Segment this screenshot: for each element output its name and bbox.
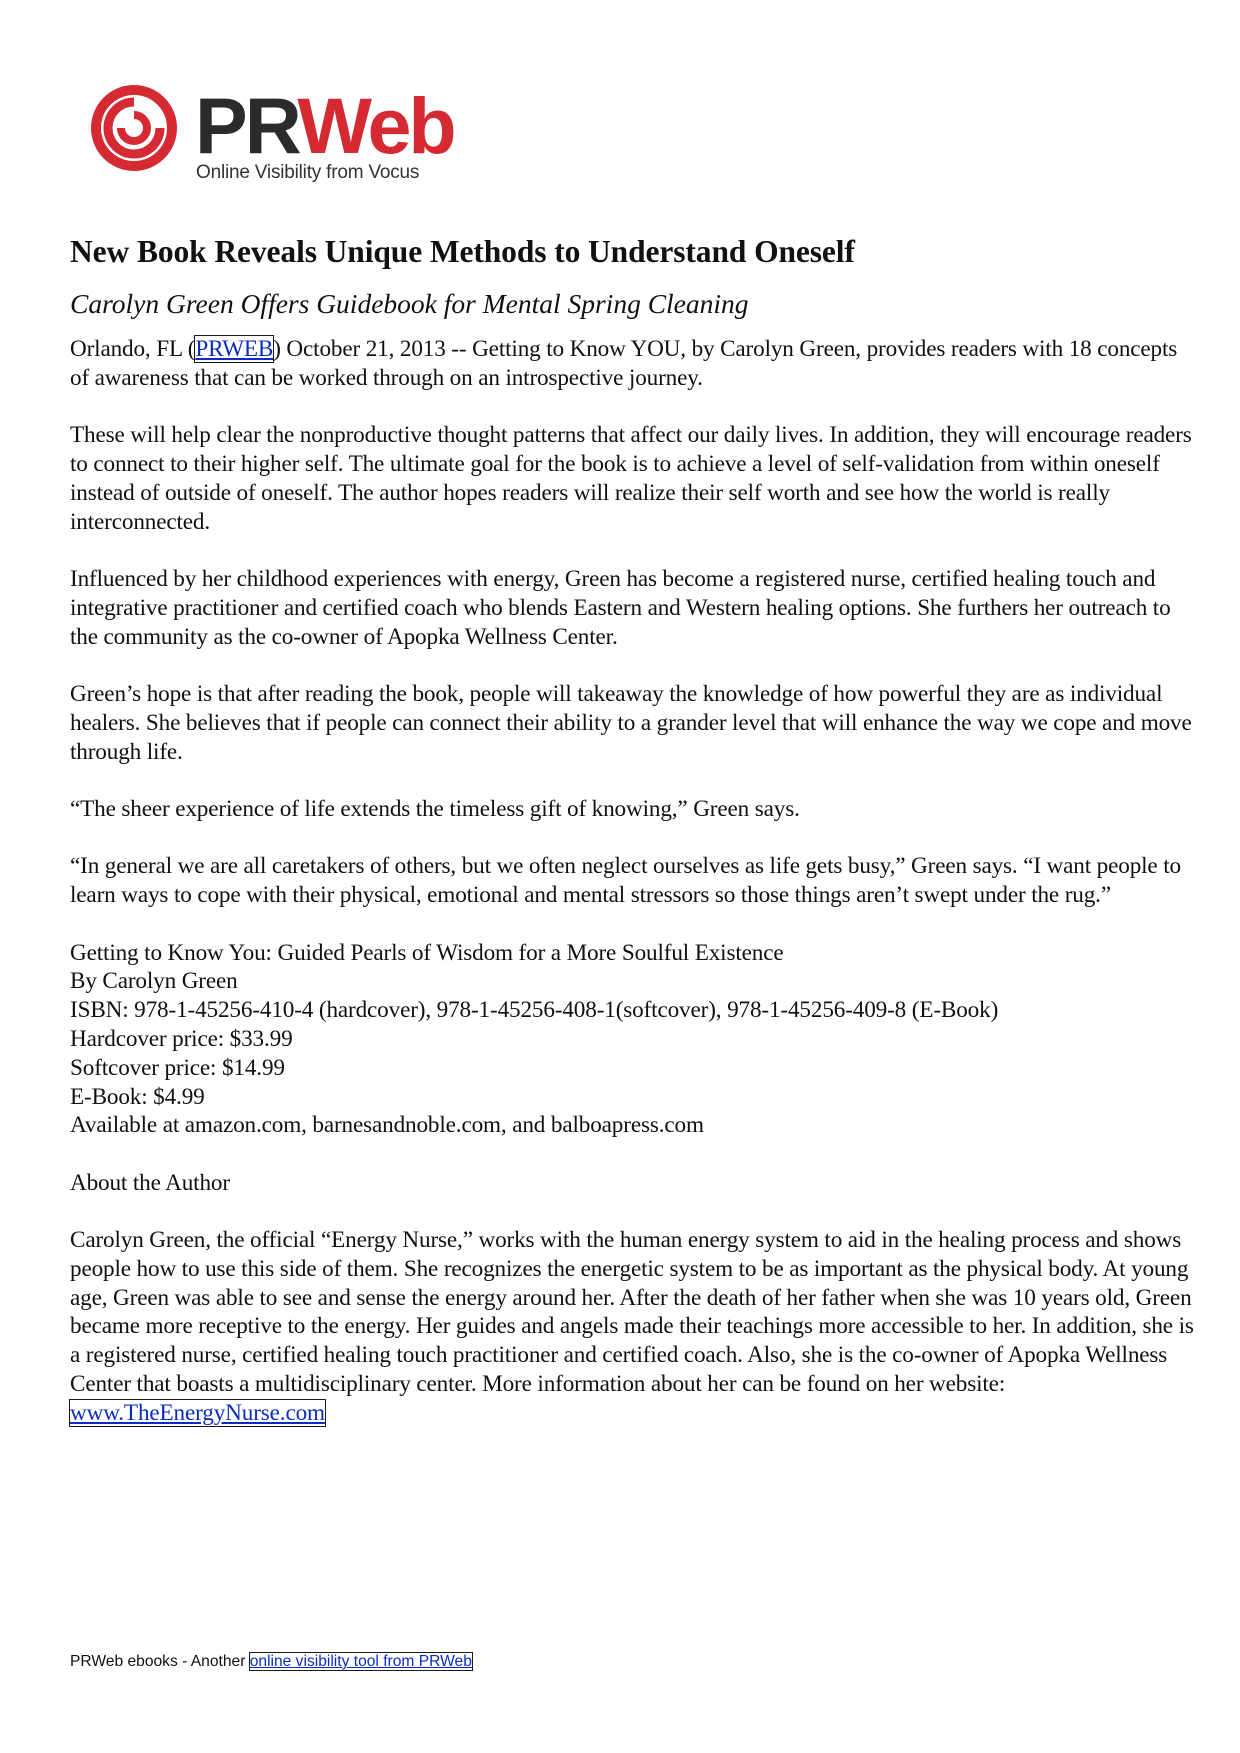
body-paragraph: Influenced by her childhood experiences with energy, Green has become a registered nurse, certified healing touch and integrative practitioner and certified coach who blends Eastern and Western healing options. She furthers her outreach to the community as the co-owner of Apopka Wellness Center. [70,565,1171,650]
prweb-target-icon [90,84,178,172]
quote-paragraph: “The sheer experience of life extends the timeless gift of knowing,” Green says. [70,795,800,822]
logo-tagline: Online Visibility from Vocus [196,162,420,183]
body-paragraph: Green’s hope is that after reading the book, people will takeaway the knowledge of how powerful they are as individual healers. She believes that if people can connect their ability to a grander level that will enhance the way we cope and move through life. [70,680,1192,765]
about-paragraph [70,1226,1200,1428]
prweb-link[interactable]: PRWEB [195,336,274,362]
quote-paragraph: “In general we are all caretakers of others, but we often neglect ourselves as life gets busy,” Green says. “I want people to learn ways to cope with their physical, emotional and mental stressors so those things aren’t swept under the rug.” [70,853,1181,909]
dateline-paragraph [70,335,1200,393]
hardcover-price: Hardcover price: $33.99 [70,1025,293,1052]
dateline-prefix: Orlando, FL ( [70,336,196,362]
logo-word-web: Web [297,81,454,170]
book-title: Getting to Know You: Guided Pearls of Wisdom for a More Soulful Existence [70,939,784,966]
about-heading: About the Author [70,1169,230,1196]
softcover-price: Softcover price: $14.99 [70,1054,285,1081]
about-text: Carolyn Green, the official “Energy Nurse,” works with the human energy system to aid in the healing process and shows people how to use this side of them. She recognizes the energetic system to be as important as the physical body. At young age, Green was able to see and sense the energy around her. After the death of her father when she was 10 years old, Green became more receptive to the energy. Her guides and angels made their teachings more accessible to her. In addition, she is a registered nurse, certified healing touch practitioner and certified coach. Also, she is the co-owner of Apopka Wellness Center that boasts a multidisciplinary center. More information about her can be found on her website: [70,1227,1194,1398]
logo-word-pr: PR [195,81,298,170]
availability: Available at amazon.com, barnesandnoble.com, and balboapress.com [70,1112,704,1139]
book-isbn: ISBN: 978-1-45256-410-4 (hardcover), 978-1-45256-408-1(softcover), 978-1-45256-409-8 (E-Book) [70,997,999,1024]
footer [70,1652,472,1672]
logo-wordmark [195,81,454,170]
book-author: By Carolyn Green [70,968,238,995]
body-paragraph: These will help clear the nonproductive thought patterns that affect our daily lives. In addition, they will encourage readers to connect to their higher self. The ultimate goal for the book is to achieve a level of self-validation from within oneself instead of outside of oneself. The author hopes readers will realize their self worth and see how the world is really interconnected. [70,422,1192,535]
headline: New Book Reveals Unique Methods to Understand Oneself [70,234,855,269]
author-website-link[interactable]: www.TheEnergyNurse.com [70,1399,325,1426]
press-release [70,232,1200,1428]
footer-link[interactable]: online visibility tool from PRWeb [249,1653,472,1670]
footer-text: PRWeb ebooks - Another [70,1653,250,1670]
ebook-price: E-Book: $4.99 [70,1083,205,1110]
prweb-logo [90,81,470,194]
book-info [70,939,1200,1141]
subheadline: Carolyn Green Offers Guidebook for Mental Spring Cleaning [70,288,749,319]
dateline-rest: ) October 21, 2013 -- Getting to Know YOU, by Carolyn Green, provides readers with 18 concepts of awareness that can be worked through on an introspective journey. [70,336,1178,391]
